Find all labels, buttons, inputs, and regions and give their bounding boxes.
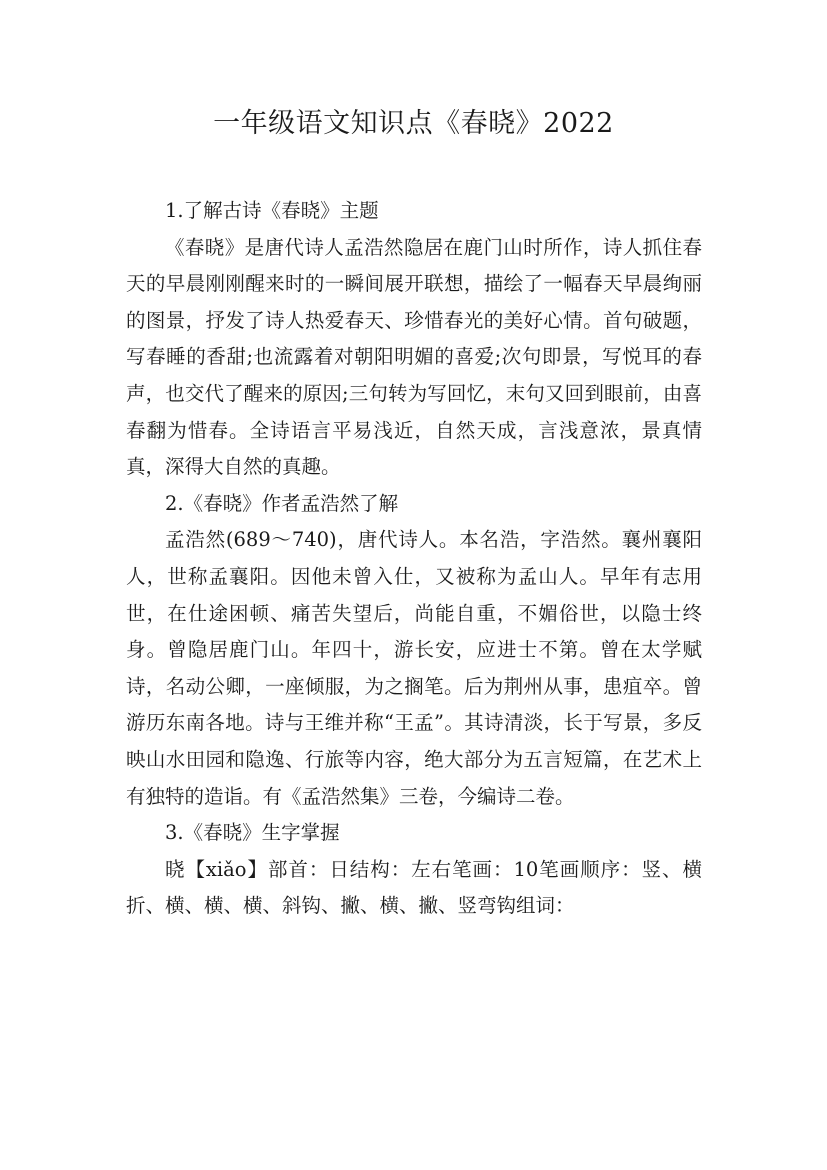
section-heading-characters: 3.《春晓》生字掌握 [165, 821, 340, 845]
document-title: 一年级语文知识点《春晓》2022 [213, 108, 614, 139]
section-heading-theme: 1.了解古诗《春晓》主题 [165, 199, 379, 222]
paragraph-theme: 《春晓》是唐代诗人孟浩然隐居在鹿门山时所作，诗人抓住春天的早晨刚刚醒来时的一瞬间展开联想，描绘了一幅春天早晨绚丽的图景，抒发了诗人热爱春天、珍惜春光的美好心情。首句破题，写春睡的香甜;也流露着对朝阳明媚的喜爱;次句即景，写悦耳的春声，也交代了醒来的原因;三句转为写回忆，末句又回到眼前，由喜春翻为惜春。全诗语言平易浅近，自然天成，言浅意浓，景真情真，深得大自然的真趣。 [126, 235, 702, 479]
paragraph-author: 孟浩然(689～740)，唐代诗人。本名浩，字浩然。襄州襄阳人，世称孟襄阳。因他未曾入仕，又被称为孟山人。早年有志用世，在仕途困顿、痛苦失望后，尚能自重，不媚俗世，以隐士终身。曾隐居鹿门山。年四十，游长安，应进士不第。曾在太学赋诗，名动公卿，一座倾服，为之搁笔。后为荆州从事，患疽卒。曾游历东南各地。诗与王维并称“王孟”。其诗清淡，长于写景，多反映山水田园和隐逸、行旅等内容，绝大部分为五言短篇，在艺术上有独特的造诣。有《孟浩然集》三卷，今编诗二卷。 [126, 528, 702, 808]
document-body [126, 193, 702, 925]
section-heading-author: 2.《春晓》作者孟浩然了解 [165, 491, 399, 515]
paragraph-characters: 晓【xiǎo】部首：日结构：左右笔画：10笔画顺序：竖、横折、横、横、横、斜钩、撇、横、撇、竖弯钩组词： [126, 857, 702, 918]
